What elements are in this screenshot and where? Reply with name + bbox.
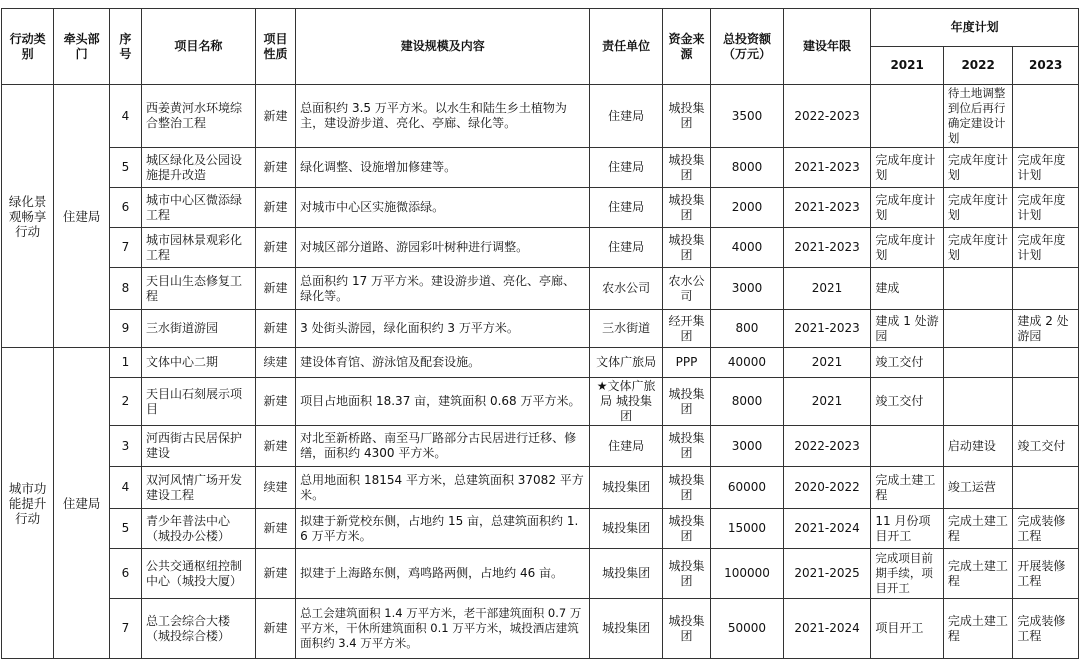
- invest-cell: 3000: [711, 268, 784, 310]
- category-cell: 绿化景观畅享行动: [2, 85, 54, 348]
- category-cell: 城市功能提升行动: [2, 348, 54, 659]
- header-year-2023: 2023: [1013, 47, 1079, 85]
- unit-cell: 城投集团: [590, 599, 663, 659]
- plan-2022-cell: 完成年度计划: [943, 228, 1013, 268]
- nature-cell: 新建: [255, 378, 295, 426]
- plan-2022-cell: 完成年度计划: [943, 188, 1013, 228]
- plan-2023-cell: [1013, 85, 1079, 148]
- nature-cell: 新建: [255, 426, 295, 467]
- header-category: 行动类别: [2, 9, 54, 85]
- unit-cell: 住建局: [590, 85, 663, 148]
- header-fund: 资金来源: [662, 9, 710, 85]
- nature-cell: 续建: [255, 467, 295, 509]
- invest-cell: 3000: [711, 426, 784, 467]
- plan-2022-cell: 完成土建工程: [943, 599, 1013, 659]
- unit-cell: 住建局: [590, 188, 663, 228]
- nature-cell: 新建: [255, 599, 295, 659]
- table-row: [2, 268, 1079, 310]
- project-name-cell: 公共交通枢纽控制中心（城投大厦）: [142, 549, 256, 599]
- period-cell: 2022-2023: [783, 85, 871, 148]
- fund-cell: 城投集团: [662, 188, 710, 228]
- unit-cell: 城投集团: [590, 467, 663, 509]
- header-scope: 建设规模及内容: [296, 9, 590, 85]
- plan-2023-cell: 建成 2 处游园: [1013, 310, 1079, 348]
- header-nature: 项目性质: [255, 9, 295, 85]
- project-name-cell: 总工会综合大楼（城投综合楼）: [142, 599, 256, 659]
- scope-cell: 拟建于上海路东侧，鸡鸣路两侧，占地约 46 亩。: [296, 549, 590, 599]
- plan-2022-cell: [943, 378, 1013, 426]
- fund-cell: 农水公司: [662, 268, 710, 310]
- seq-cell: 9: [109, 310, 141, 348]
- seq-cell: 4: [109, 467, 141, 509]
- plan-2021-cell: 完成项目前期手续，项目开工: [871, 549, 944, 599]
- scope-cell: 总工会建筑面积 1.4 万平方米，老干部建筑面积 0.7 万平方米，干休所建筑面积 0.1 万平方米，城投酒店建筑面积约 3.4 万平方米。: [296, 599, 590, 659]
- table-row: [2, 348, 1079, 378]
- header-name: 项目名称: [142, 9, 256, 85]
- scope-cell: 总面积约 17 万平方米。建设游步道、亮化、亭廊、绿化等。: [296, 268, 590, 310]
- period-cell: 2021: [783, 348, 871, 378]
- seq-cell: 1: [109, 348, 141, 378]
- unit-cell: ★文体广旅局 城投集团: [590, 378, 663, 426]
- seq-cell: 6: [109, 549, 141, 599]
- invest-cell: 3500: [711, 85, 784, 148]
- seq-cell: 4: [109, 85, 141, 148]
- plan-2022-cell: 完成土建工程: [943, 549, 1013, 599]
- unit-cell: 文体广旅局: [590, 348, 663, 378]
- unit-cell: 三水街道: [590, 310, 663, 348]
- plan-2021-cell: 建成 1 处游园: [871, 310, 944, 348]
- project-name-cell: 天目山生态修复工程: [142, 268, 256, 310]
- nature-cell: 新建: [255, 310, 295, 348]
- plan-2021-cell: 完成年度计划: [871, 148, 944, 188]
- seq-cell: 3: [109, 426, 141, 467]
- plan-2021-cell: 竣工交付: [871, 348, 944, 378]
- scope-cell: 总面积约 3.5 万平方米。以水生和陆生乡土植物为主，建设游步道、亮化、亭廊、绿化等。: [296, 85, 590, 148]
- unit-cell: 住建局: [590, 426, 663, 467]
- plan-2022-cell: 完成年度计划: [943, 148, 1013, 188]
- plan-2023-cell: [1013, 348, 1079, 378]
- plan-2022-cell: 完成土建工程: [943, 509, 1013, 549]
- invest-cell: 60000: [711, 467, 784, 509]
- plan-2021-cell: 建成: [871, 268, 944, 310]
- fund-cell: 经开集团: [662, 310, 710, 348]
- project-name-cell: 河西街古民居保护建设: [142, 426, 256, 467]
- seq-cell: 5: [109, 509, 141, 549]
- nature-cell: 新建: [255, 85, 295, 148]
- table-row: [2, 426, 1079, 467]
- project-name-cell: 天目山石刻展示项目: [142, 378, 256, 426]
- plan-2021-cell: 项目开工: [871, 599, 944, 659]
- period-cell: 2021-2023: [783, 310, 871, 348]
- fund-cell: 城投集团: [662, 509, 710, 549]
- seq-cell: 2: [109, 378, 141, 426]
- table-header: [2, 9, 1079, 85]
- period-cell: 2021-2025: [783, 549, 871, 599]
- scope-cell: 对北至新桥路、南至马厂路部分古民居进行迁移、修缮，面积约 4300 平方米。: [296, 426, 590, 467]
- project-name-cell: 城区绿化及公园设施提升改造: [142, 148, 256, 188]
- nature-cell: 新建: [255, 188, 295, 228]
- plan-2023-cell: 完成年度计划: [1013, 228, 1079, 268]
- fund-cell: 城投集团: [662, 148, 710, 188]
- table-row: [2, 228, 1079, 268]
- dept-cell: 住建局: [54, 348, 109, 659]
- unit-cell: 农水公司: [590, 268, 663, 310]
- unit-cell: 城投集团: [590, 509, 663, 549]
- table-row: [2, 467, 1079, 509]
- header-annual-plan: 年度计划: [871, 9, 1079, 47]
- scope-cell: 项目占地面积 18.37 亩，建筑面积 0.68 万平方米。: [296, 378, 590, 426]
- nature-cell: 新建: [255, 148, 295, 188]
- table-row: [2, 310, 1079, 348]
- header-year-2022: 2022: [943, 47, 1013, 85]
- invest-cell: 800: [711, 310, 784, 348]
- period-cell: 2021: [783, 268, 871, 310]
- invest-cell: 4000: [711, 228, 784, 268]
- seq-cell: 8: [109, 268, 141, 310]
- header-period: 建设年限: [783, 9, 871, 85]
- project-name-cell: 西姜黄河水环境综合整治工程: [142, 85, 256, 148]
- nature-cell: 新建: [255, 228, 295, 268]
- invest-cell: 100000: [711, 549, 784, 599]
- project-name-cell: 双河风情广场开发建设工程: [142, 467, 256, 509]
- period-cell: 2022-2023: [783, 426, 871, 467]
- table-row: [2, 549, 1079, 599]
- scope-cell: 绿化调整、设施增加修建等。: [296, 148, 590, 188]
- plan-2023-cell: [1013, 378, 1079, 426]
- plan-2023-cell: 竣工交付: [1013, 426, 1079, 467]
- fund-cell: 城投集团: [662, 85, 710, 148]
- fund-cell: 城投集团: [662, 228, 710, 268]
- plan-2022-cell: [943, 348, 1013, 378]
- invest-cell: 8000: [711, 148, 784, 188]
- fund-cell: 城投集团: [662, 599, 710, 659]
- plan-2021-cell: 竣工交付: [871, 378, 944, 426]
- invest-cell: 50000: [711, 599, 784, 659]
- invest-cell: 2000: [711, 188, 784, 228]
- table-row: [2, 509, 1079, 549]
- project-name-cell: 青少年普法中心（城投办公楼）: [142, 509, 256, 549]
- plan-2021-cell: 完成土建工程: [871, 467, 944, 509]
- scope-cell: 对城市中心区实施微添绿。: [296, 188, 590, 228]
- fund-cell: 城投集团: [662, 549, 710, 599]
- period-cell: 2020-2022: [783, 467, 871, 509]
- fund-cell: 城投集团: [662, 467, 710, 509]
- project-plan-table: [1, 8, 1079, 659]
- period-cell: 2021-2024: [783, 509, 871, 549]
- fund-cell: 城投集团: [662, 378, 710, 426]
- table-row: [2, 148, 1079, 188]
- seq-cell: 7: [109, 228, 141, 268]
- period-cell: 2021-2023: [783, 228, 871, 268]
- table-row: [2, 378, 1079, 426]
- seq-cell: 7: [109, 599, 141, 659]
- plan-2023-cell: 完成年度计划: [1013, 188, 1079, 228]
- unit-cell: 住建局: [590, 148, 663, 188]
- project-name-cell: 文体中心二期: [142, 348, 256, 378]
- table-row: [2, 85, 1079, 148]
- header-year-2021: 2021: [871, 47, 944, 85]
- fund-cell: PPP: [662, 348, 710, 378]
- invest-cell: 8000: [711, 378, 784, 426]
- seq-cell: 5: [109, 148, 141, 188]
- plan-2023-cell: 完成年度计划: [1013, 148, 1079, 188]
- nature-cell: 新建: [255, 549, 295, 599]
- table-row: [2, 188, 1079, 228]
- plan-2022-cell: [943, 268, 1013, 310]
- period-cell: 2021-2023: [783, 148, 871, 188]
- plan-2022-cell: 竣工运营: [943, 467, 1013, 509]
- unit-cell: 城投集团: [590, 549, 663, 599]
- project-name-cell: 三水街道游园: [142, 310, 256, 348]
- period-cell: 2021-2024: [783, 599, 871, 659]
- project-name-cell: 城市中心区微添绿工程: [142, 188, 256, 228]
- plan-2022-cell: 待土地调整到位后再行确定建设计划: [943, 85, 1013, 148]
- scope-cell: 3 处街头游园，绿化面积约 3 万平方米。: [296, 310, 590, 348]
- plan-2022-cell: 启动建设: [943, 426, 1013, 467]
- plan-2023-cell: 开展装修工程: [1013, 549, 1079, 599]
- period-cell: 2021-2023: [783, 188, 871, 228]
- plan-2023-cell: 完成装修工程: [1013, 599, 1079, 659]
- unit-cell: 住建局: [590, 228, 663, 268]
- nature-cell: 新建: [255, 509, 295, 549]
- invest-cell: 15000: [711, 509, 784, 549]
- header-invest: 总投资额（万元）: [711, 9, 784, 85]
- nature-cell: 新建: [255, 268, 295, 310]
- invest-cell: 40000: [711, 348, 784, 378]
- plan-2021-cell: 11 月份项目开工: [871, 509, 944, 549]
- header-unit: 责任单位: [590, 9, 663, 85]
- nature-cell: 续建: [255, 348, 295, 378]
- plan-2021-cell: 完成年度计划: [871, 228, 944, 268]
- dept-cell: 住建局: [54, 85, 109, 348]
- header-dept: 牵头部门: [54, 9, 109, 85]
- plan-2023-cell: 完成装修工程: [1013, 509, 1079, 549]
- plan-2023-cell: [1013, 467, 1079, 509]
- scope-cell: 对城区部分道路、游园彩叶树种进行调整。: [296, 228, 590, 268]
- table-body: [2, 85, 1079, 659]
- fund-cell: 城投集团: [662, 426, 710, 467]
- scope-cell: 总用地面积 18154 平方米，总建筑面积 37082 平方米。: [296, 467, 590, 509]
- period-cell: 2021: [783, 378, 871, 426]
- header-seq: 序号: [109, 9, 141, 85]
- project-name-cell: 城市园林景观彩化工程: [142, 228, 256, 268]
- plan-2022-cell: [943, 310, 1013, 348]
- plan-2021-cell: 完成年度计划: [871, 188, 944, 228]
- plan-2023-cell: [1013, 268, 1079, 310]
- plan-2021-cell: [871, 85, 944, 148]
- seq-cell: 6: [109, 188, 141, 228]
- table-row: [2, 599, 1079, 659]
- scope-cell: 拟建于新党校东侧，占地约 15 亩，总建筑面积约 1.6 万平方米。: [296, 509, 590, 549]
- scope-cell: 建设体育馆、游泳馆及配套设施。: [296, 348, 590, 378]
- plan-2021-cell: [871, 426, 944, 467]
